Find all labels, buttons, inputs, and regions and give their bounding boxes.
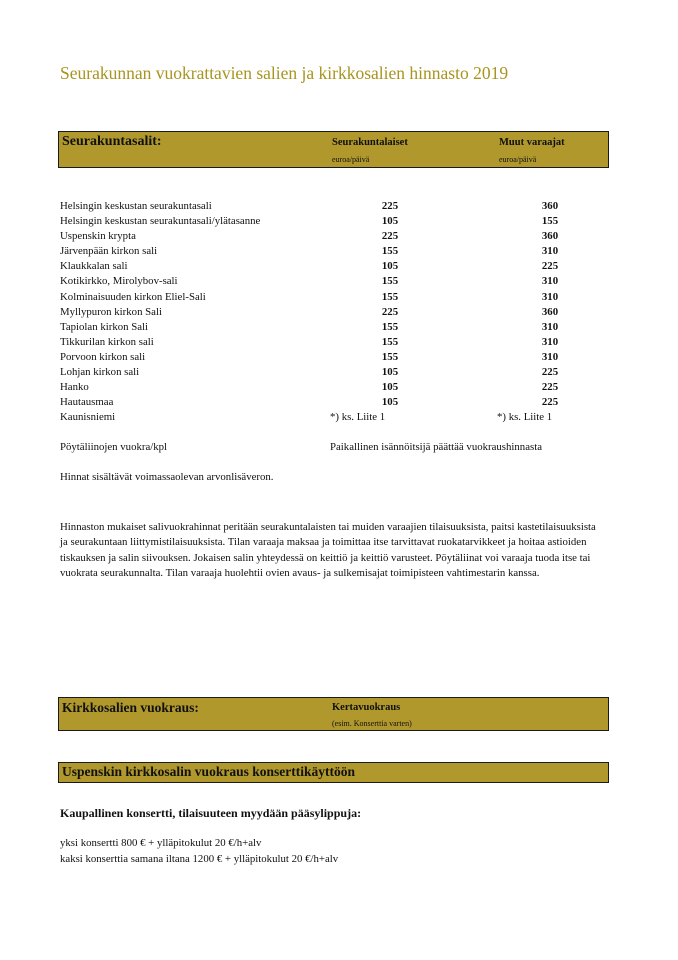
price-row — [60, 259, 580, 274]
price-members: 105 — [381, 381, 399, 394]
price-members: 105 — [381, 260, 399, 273]
hall-name: Kolminaisuuden kirkon Eliel-Sali — [60, 290, 206, 303]
price-row — [60, 320, 580, 335]
price-others: 310 — [541, 275, 559, 288]
price-members: *) ks. Liite 1 — [330, 411, 386, 424]
kirkkosalit-header-band — [58, 697, 609, 731]
price-row — [60, 350, 580, 365]
price-members: 225 — [381, 305, 399, 318]
section-heading: Seurakuntasalit: — [62, 134, 162, 149]
price-row — [60, 395, 580, 410]
price-members: 225 — [381, 200, 399, 212]
price-others: 360 — [541, 230, 559, 243]
hall-name: Lohjan kirkon sali — [60, 366, 140, 379]
tablecloth-rent-value: Paikallinen isännöitsijä päättää vuokraushinnasta — [330, 441, 542, 453]
column-note-single-rental: (esim. Konserttia varten) — [332, 719, 412, 728]
price-members: 155 — [381, 320, 399, 333]
price-others: 225 — [541, 366, 559, 379]
hall-name: Porvoon kirkon sali — [60, 350, 146, 363]
price-members: 155 — [381, 290, 399, 303]
column-unit-others: euroa/päivä — [499, 155, 537, 164]
price-others: 310 — [541, 245, 559, 258]
column-header-single-rental: Kertavuokraus — [332, 702, 401, 713]
price-row — [60, 410, 580, 425]
price-others: 360 — [541, 200, 559, 212]
price-members: 105 — [381, 366, 399, 379]
price-row — [60, 214, 580, 229]
seurakuntasalit-header-band — [58, 131, 609, 168]
price-row — [60, 380, 580, 395]
price-members: 155 — [381, 275, 399, 288]
price-others: *) ks. Liite 1 — [497, 411, 553, 424]
price-others: 310 — [541, 335, 559, 348]
hall-name: Kotikirkko, Mirolybov-sali — [60, 275, 178, 288]
section-heading: Kirkkosalien vuokraus: — [62, 700, 199, 715]
terms-paragraph: Hinnaston mukaiset salivuokrahinnat peritään seurakuntalaisten tai muiden varaajien tilaisuuksista, paitsi kastetilaisuuksista ja seurakuntaan liittymistilaisuuksista. Tilan varaaja maksaa ja toimittaa itse tarvittavat ruokatarvikkeet ja hoitaa astioiden tiskauksen ja salin siivouksen. Jokaisen salin yhteydessä on keittiö ja keittiö varusteet. Pöytäliinat voi varaaja tuoda itse tai vuokrata seurakunnalta. Tilan varaaja huolehtii ovien avaus- ja sulkemisajat toimipisteen vahtimestarin kanssa. — [60, 521, 596, 579]
hall-name: Tikkurilan kirkon sali — [60, 335, 154, 348]
price-list — [60, 199, 580, 425]
price-others: 225 — [541, 396, 559, 409]
price-row — [60, 229, 580, 244]
price-others: 310 — [541, 290, 559, 303]
concert-price-single: yksi konsertti 800 € + ylläpitokulut 20 €/h+alv — [60, 837, 262, 849]
hall-name: Helsingin keskustan seurakuntasali/ylätasanne — [60, 215, 261, 228]
price-others: 310 — [541, 320, 559, 333]
price-others: 225 — [541, 260, 559, 273]
price-row — [60, 365, 580, 380]
price-members: 105 — [381, 396, 399, 409]
concert-heading: Kaupallinen konsertti, tilaisuuteen myydään pääsylippuja: — [60, 806, 362, 820]
price-members: 155 — [381, 350, 399, 363]
hall-name: Kaunisniemi — [60, 411, 116, 424]
hall-name: Hanko — [60, 381, 89, 394]
column-unit-members: euroa/päivä — [332, 155, 370, 164]
hall-name: Hautausmaa — [60, 396, 114, 409]
price-others: 155 — [541, 215, 559, 228]
price-row — [60, 199, 580, 214]
price-row — [60, 305, 580, 320]
price-members: 155 — [381, 335, 399, 348]
price-others: 310 — [541, 350, 559, 363]
uspenski-concert-header-band — [58, 762, 609, 783]
section-heading: Uspenskin kirkkosalin vuokraus konserttikäyttöön — [62, 764, 355, 779]
hall-name: Helsingin keskustan seurakuntasali — [60, 200, 212, 212]
price-row — [60, 290, 580, 305]
hall-name: Tapiolan kirkon Sali — [60, 320, 149, 333]
tablecloth-rent-label: Pöytäliinojen vuokra/kpl — [60, 441, 168, 453]
vat-note: Hinnat sisältävät voimassaolevan arvonlisäveron. — [60, 471, 274, 483]
price-members: 105 — [381, 215, 399, 228]
price-others: 225 — [541, 381, 559, 394]
price-members: 225 — [381, 230, 399, 243]
price-members: 155 — [381, 245, 399, 258]
hall-name: Uspenskin krypta — [60, 230, 136, 243]
column-header-members: Seurakuntalaiset — [332, 137, 408, 148]
price-row — [60, 335, 580, 350]
hall-name: Myllypuron kirkon Sali — [60, 305, 162, 318]
price-row — [60, 274, 580, 289]
column-header-others: Muut varaajat — [499, 137, 565, 148]
page-title: Seurakunnan vuokrattavien salien ja kirkkosalien hinnasto 2019 — [60, 63, 509, 83]
hall-name: Klaukkalan sali — [60, 260, 128, 273]
concert-price-double: kaksi konserttia samana iltana 1200 € + ylläpitokulut 20 €/h+alv — [60, 853, 339, 865]
price-others: 360 — [541, 305, 559, 318]
price-row — [60, 244, 580, 259]
hall-name: Järvenpään kirkon sali — [60, 245, 158, 258]
